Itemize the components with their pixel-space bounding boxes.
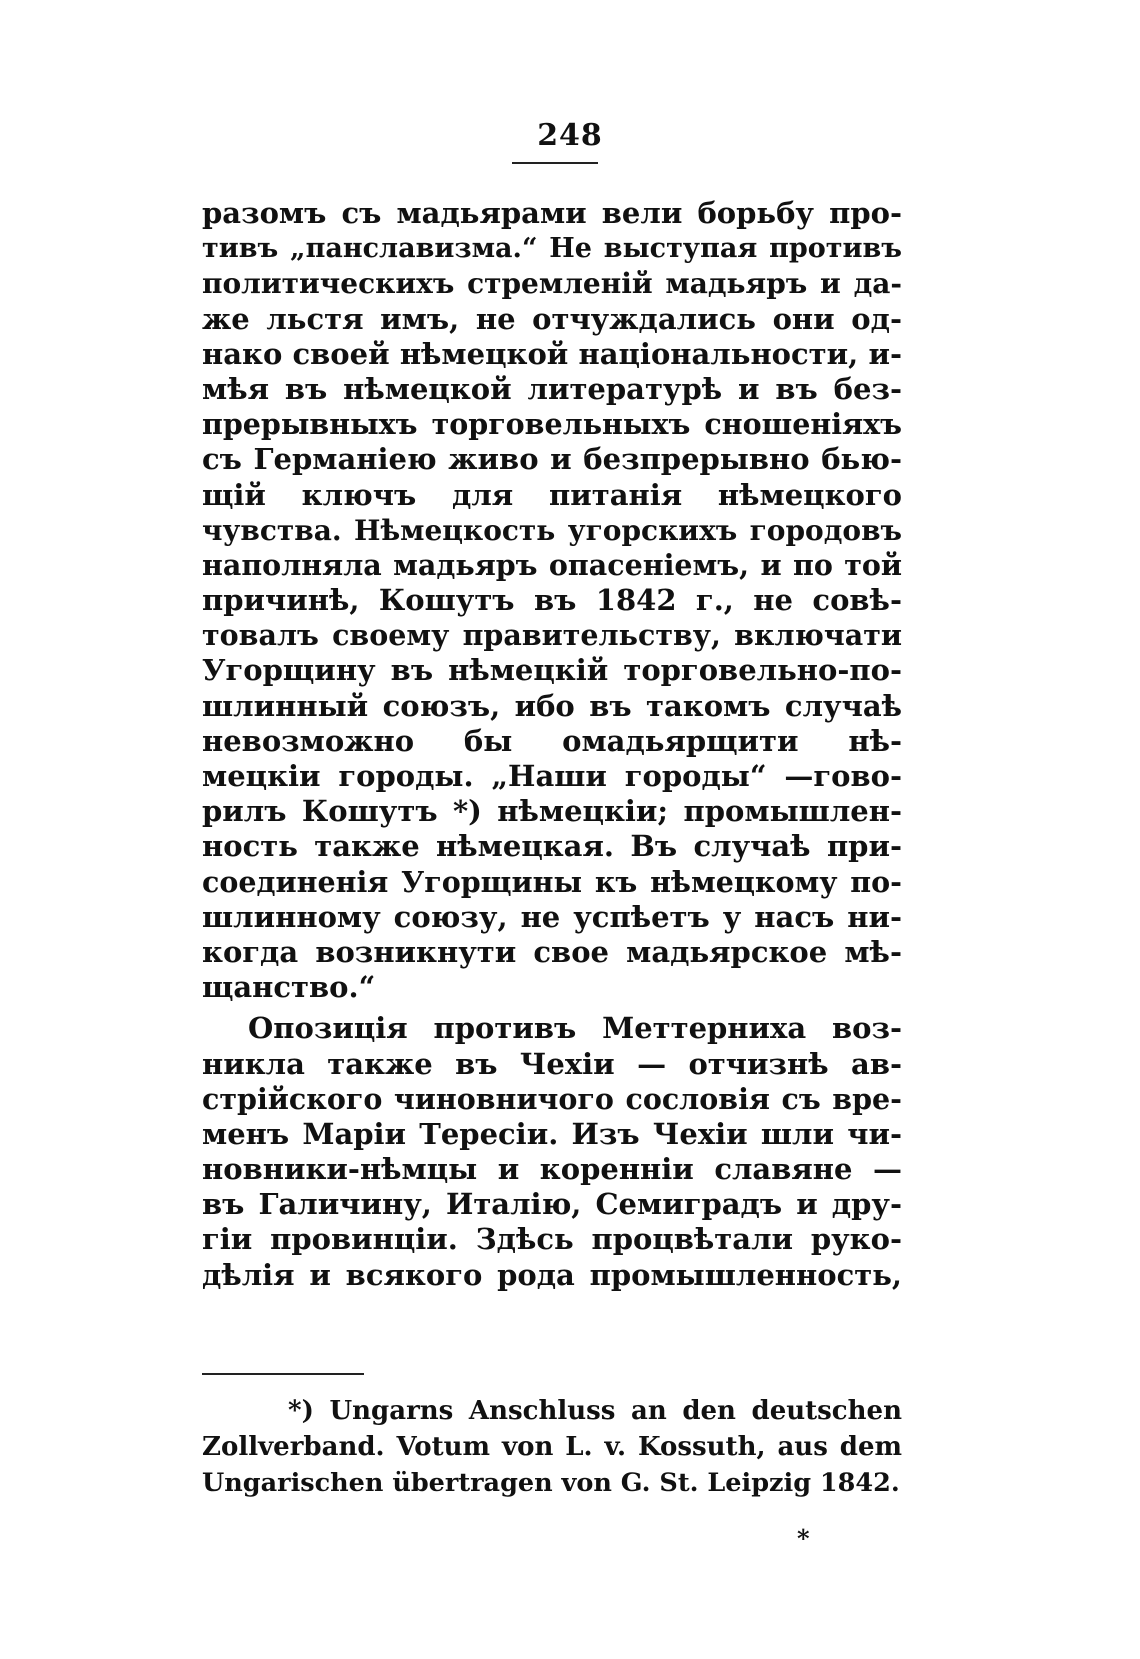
text-line: гіи провинціи. Здѣсь процвѣтали руко- bbox=[202, 1222, 902, 1257]
text-line: мѣя въ нѣмецкой литературѣ и въ без- bbox=[202, 371, 902, 406]
text-line: дѣлія и всякого рода промышленность, bbox=[202, 1257, 902, 1292]
text-line: политическихъ стремленій мадьяръ и да- bbox=[202, 267, 902, 301]
paragraph-2 bbox=[202, 1011, 902, 1293]
text-line: прерывныхъ торговельныхъ сношеніяхъ bbox=[202, 407, 902, 442]
text-line: шлинный союзъ, ибо въ такомъ случаѣ bbox=[202, 688, 902, 723]
footnote-line: Zollverband. Votum von L. v. Kossuth, aus dem bbox=[202, 1432, 902, 1462]
text-line: съ Германіею живо и безпрерывно бью- bbox=[202, 442, 902, 477]
text-line: когда возникнути свое мадьярское мѣ- bbox=[202, 934, 902, 969]
paragraph-1 bbox=[202, 196, 902, 1005]
text-line: щій ключъ для питанія нѣмецкого bbox=[202, 477, 902, 512]
text-line: ность также нѣмецкая. Въ случаѣ при- bbox=[202, 829, 902, 864]
page-number: 248 bbox=[537, 118, 603, 153]
text-line: шлинному союзу, не успѣетъ у насъ ни- bbox=[202, 899, 902, 934]
text-line: Опозиція противъ Меттерниха воз- bbox=[248, 1011, 902, 1046]
text-line: менъ Маріи Тересіи. Изъ Чехіи шли чи- bbox=[202, 1116, 902, 1151]
text-line: въ Галичину, Италію, Семиградъ и дру- bbox=[202, 1187, 902, 1222]
text-line: стрійского чиновничого сословія съ вре- bbox=[202, 1081, 902, 1116]
text-line: новники-нѣмцы и коренніи славяне — bbox=[202, 1152, 902, 1187]
footnote-rule bbox=[202, 1373, 364, 1375]
body-text bbox=[202, 196, 902, 1293]
text-line: щанство.“ bbox=[202, 970, 376, 1005]
text-line: Угорщину въ нѣмецкій торговельно-по- bbox=[202, 653, 902, 688]
text-line: никла также въ Чехіи — отчизнѣ ав- bbox=[202, 1046, 902, 1081]
footnote-line: Ungarischen übertragen von G. St. Leipzig 1842. bbox=[202, 1468, 900, 1498]
footnote-line: *) Ungarns Anschluss an den deutschen bbox=[288, 1396, 902, 1426]
text-line: невозможно бы омадьярщити нѣ- bbox=[202, 723, 902, 758]
text-line: чувства. Нѣмецкость угорскихъ городовъ bbox=[202, 513, 902, 547]
text-line: рилъ Кошутъ *) нѣмецкіи; промышлен- bbox=[202, 794, 902, 829]
text-line: разомъ съ мадьярами вели борьбу про- bbox=[202, 196, 902, 230]
text-line: тивъ „панславизма.“ Не выступая противъ bbox=[202, 233, 902, 265]
footnote bbox=[202, 1393, 902, 1501]
text-line: наполняла мадьяръ опасеніемъ, и по той bbox=[202, 547, 902, 582]
text-line: мецкіи городы. „Наши городы“ —гово- bbox=[202, 759, 902, 793]
header-rule bbox=[512, 162, 598, 164]
signature-mark: * bbox=[797, 1524, 810, 1553]
text-line: соединенія Угорщины къ нѣмецкому по- bbox=[202, 864, 902, 899]
text-line: причинѣ, Кошутъ въ 1842 г., не совѣ- bbox=[202, 583, 902, 618]
text-line: товалъ своему правительству, включати bbox=[202, 618, 902, 653]
text-line: нако своей нѣмецкой національности, и- bbox=[202, 336, 902, 371]
text-line: же льстя имъ, не отчуждались они од- bbox=[202, 301, 902, 336]
